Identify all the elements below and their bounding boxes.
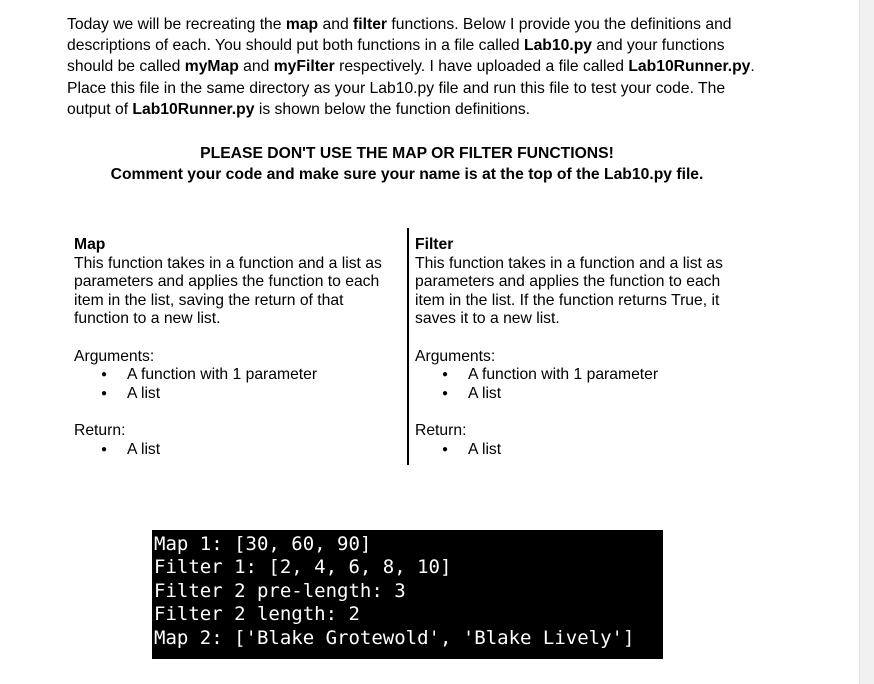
map-desc-line: item in the list, saving the return of that — [74, 291, 344, 309]
filter-definition — [415, 236, 740, 459]
map-desc-line: function to a new list. — [74, 310, 221, 328]
intro-run: and — [318, 16, 354, 33]
warning-line: PLEASE DON'T USE THE MAP OR FILTER FUNCTIONS! — [200, 145, 614, 162]
filter-return-list — [415, 441, 740, 460]
intro-run: . Place this file in the same directory as your Lab10.py file and run this file to test your code. The output of — [67, 58, 755, 118]
filter-arguments-label: Arguments: — [415, 347, 496, 365]
intro-run: respectively. I have uploaded a file called — [334, 58, 629, 76]
filter-desc-line: parameters and applies the function to each — [415, 273, 721, 291]
map-arguments-label: Arguments: — [74, 347, 155, 365]
map-desc-line: This function takes in a function and a list as — [74, 254, 382, 272]
map-return-label: Return: — [74, 421, 126, 439]
list-item: ● A list — [74, 385, 399, 404]
terminal-line: Filter 2 pre-length: 3 — [154, 579, 406, 602]
filter-desc-line: This function takes in a function and a list as — [415, 254, 723, 272]
warning-block — [67, 143, 747, 185]
map-desc-line: parameters and applies the function to each — [74, 273, 380, 291]
map-return-list — [74, 441, 399, 460]
intro-run: map — [285, 16, 319, 33]
filter-return-label: Return: — [415, 421, 467, 439]
intro-run: Today we will be recreating the — [67, 16, 286, 33]
intro-run: myMap — [184, 58, 239, 76]
intro-run: is shown below the function definitions. — [254, 100, 531, 118]
intro-run: Lab10Runner.py — [132, 100, 255, 118]
map-arguments-list — [74, 366, 399, 403]
filter-arguments-list — [415, 366, 740, 403]
list-item: ● A list — [74, 441, 399, 460]
intro-run: functions. Below I provide you the definitions and descriptions of each. You should put both functions in a file called — [67, 16, 732, 55]
intro-run: filter — [353, 16, 388, 33]
terminal-output-screenshot — [152, 530, 663, 659]
list-item: ● A function with 1 parameter — [74, 366, 399, 385]
terminal-line: Filter 1: [2, 4, 6, 8, 10] — [154, 556, 452, 579]
intro-run: myFilter — [273, 58, 335, 76]
terminal-line: Filter 2 length: 2 — [154, 603, 360, 626]
map-definition — [74, 236, 399, 459]
column-divider — [407, 228, 409, 465]
list-item: ● A list — [415, 385, 740, 404]
scrollbar-track[interactable] — [859, 0, 874, 684]
terminal-line: Map 2: ['Blake Grotewold', 'Blake Lively'] — [154, 626, 635, 649]
filter-desc-line: item in the list. If the function returns True, it — [415, 291, 720, 309]
list-item: ● A function with 1 parameter — [415, 366, 740, 385]
intro-run: Lab10.py — [524, 37, 593, 55]
warning-line: Comment your code and make sure your name is at the top of the Lab10.py file. — [110, 166, 704, 183]
map-title: Map — [74, 236, 106, 253]
intro-run: and your functions should be called — [67, 37, 725, 76]
filter-title: Filter — [415, 236, 454, 253]
intro-run: and — [238, 58, 274, 76]
intro-run: Lab10Runner.py — [628, 58, 751, 76]
intro-paragraph — [67, 14, 767, 120]
filter-desc-line: saves it to a new list. — [415, 310, 560, 328]
list-item: ● A list — [415, 441, 740, 460]
terminal-line: Map 1: [30, 60, 90] — [154, 533, 372, 555]
